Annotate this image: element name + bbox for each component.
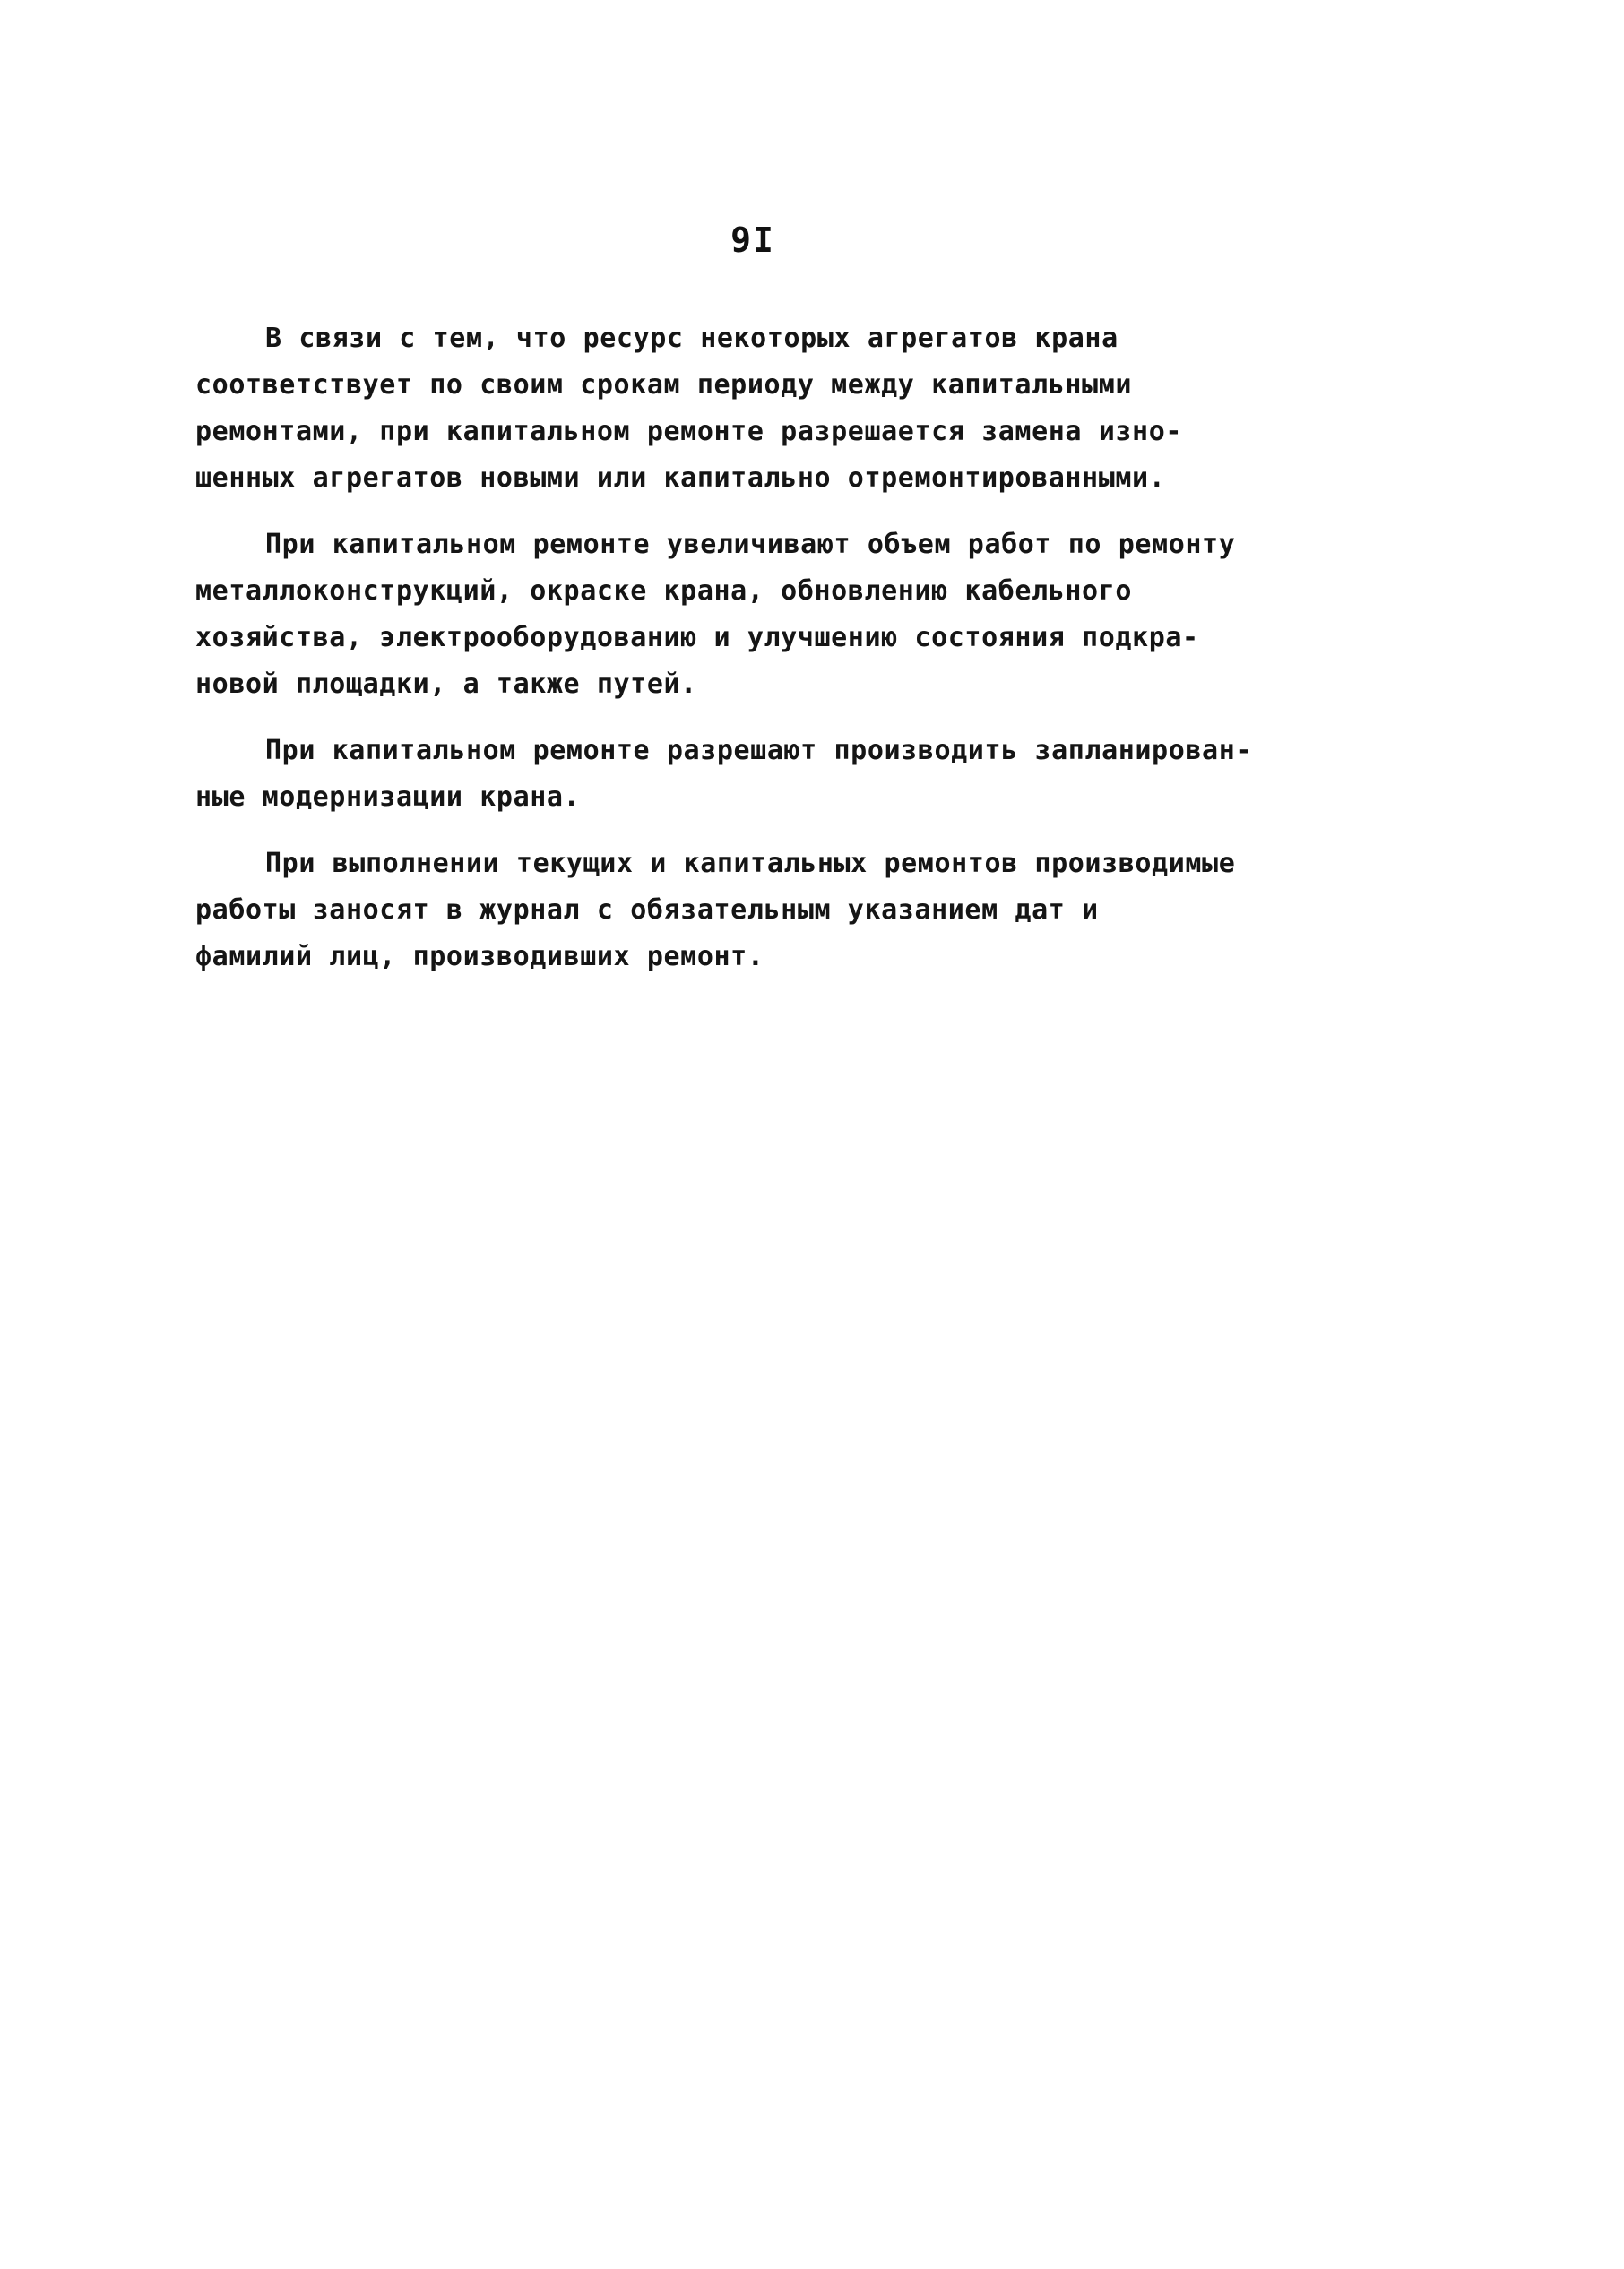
body-text xyxy=(195,315,1316,1000)
paragraph-line: хозяйства, электрооборудованию и улучшению состояния подкра- xyxy=(195,622,1199,653)
paragraph-line: металлоконструкций, окраске крана, обновлению кабельного xyxy=(195,575,1133,607)
paragraph-1 xyxy=(195,315,1316,502)
paragraph-line: При капитальном ремонте увеличивают объем работ по ремонту xyxy=(265,529,1236,560)
paragraph-4 xyxy=(195,841,1316,980)
paragraph-2 xyxy=(195,522,1316,708)
paragraph-line: ремонтами, при капитальном ремонте разрешается замена изно- xyxy=(195,416,1183,447)
paragraph-line: шенных агрегатов новыми или капитально отремонтированными. xyxy=(195,462,1166,494)
paragraph-line: работы заносят в журнал с обязательным указанием дат и xyxy=(195,894,1099,926)
paragraph-line: фамилий лиц, производивших ремонт. xyxy=(195,941,764,972)
paragraph-3 xyxy=(195,728,1316,821)
paragraph-line: При капитальном ремонте разрешают производить запланирован- xyxy=(265,735,1253,766)
page-number: 9I xyxy=(730,220,775,260)
paragraph-line: соответствует по своим срокам периоду между капитальными xyxy=(195,369,1133,401)
paragraph-line: новой площадки, а также путей. xyxy=(195,669,697,700)
paragraph-line: При выполнении текущих и капитальных ремонтов производимые xyxy=(265,848,1236,879)
paragraph-line: В связи с тем, что ресурс некоторых агрегатов крана xyxy=(265,323,1119,354)
paragraph-line: ные модернизации крана. xyxy=(195,781,581,813)
